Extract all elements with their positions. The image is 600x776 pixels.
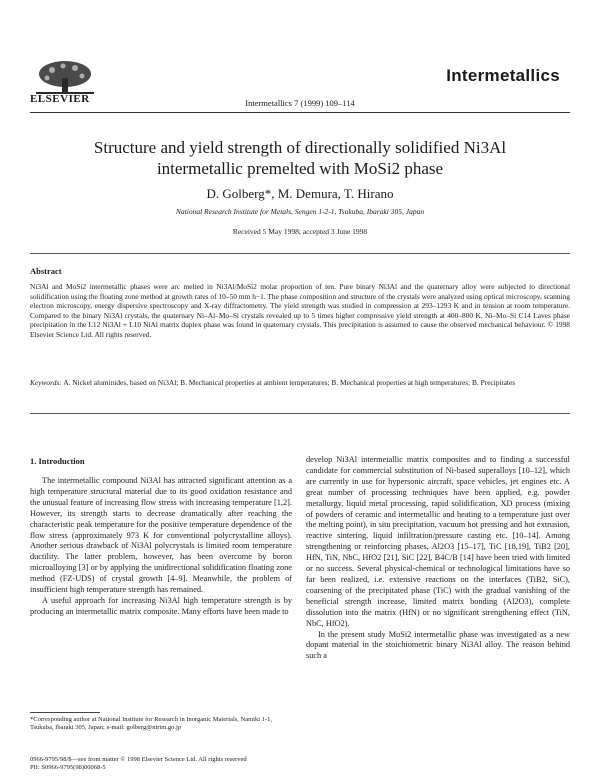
header-divider [30, 112, 570, 113]
keywords-text: A. Nickel aluminides, based on Ni3Al; B. Mechanical properties at ambient temperatures; B. Mechanical properties at high temperatures; B. Precipitates [61, 378, 516, 387]
paragraph: In the present study MoSi2 intermetallic phase was investigated as a new dopant material in the stoichiometric binary Ni3Al alloy. The reason behind such a [306, 629, 570, 661]
article-title [60, 137, 540, 179]
paragraph: develop Ni3Al intermetallic matrix composites and to finding a successful candidate for commercial substitution of Ni-based superalloys [10–12], which are currently in use for hypersonic aircraft, space vehicles, jet engines etc. A great number of processing techniques have been applied, e.g. powder metallurgy, liquid metal processing, rapid solidification, XD process (mixing of powders of ceramic and intermetallic and heating to a temperature just over the melting point), in situ precipitation, vacuum hot pressing and hot extrusion, reactive sintering, liquid infiltration/pressure casting etc. [10–14]. Among strengthening or reinforcing phases, Al2O3 [15–17], TiC [18,19], TiB2 [20], HfN, TiN, NbC, HfO2 [21], SiC [22], B4C/B [14] have been tried with limited or no success. Several physical-chemical or technological limitations have so far been realized, i.e. extensive reactions on the interfaces (TiB2, SiC), coarsening of the precipitated phase (TiC) with the gradual vanishing of the beneficial strength increase, limited matrix bonding (Al2O3), complete dissolution into the matrix (HfN) or no significant strengthening effect (TiN, NbC, HfO2). [306, 455, 570, 628]
footnote-divider [30, 712, 100, 713]
section-heading-introduction: 1. Introduction [30, 456, 85, 466]
title-line-2: intermetallic premelted with MoSi2 phase [156, 159, 444, 178]
citation-line: Intermetallics 7 (1999) 109–114 [245, 98, 355, 108]
abstract-text: Ni3Al and MoSi2 intermetallic phases were arc melted in Ni3Al/MoSi2 molar proportion of ten. Pure binary Ni3Al and the quaternary alloy were subjected to directional solidification using the floating zone method at growth rates of 10–50 mm h−1. The phase composition and structure of the crystals were analyzed using optical microscopy, scanning electron microscopy, energy dispersive spectroscopy and X-ray diffractometry. The yield strength was studied in compression at 293–1293 K and in tension at room temperature. Compared to the binary Ni3Al crystals, the quaternary Ni–Al–Mo–Si crystals revealed up to 5 times higher compressive yield strength at 400–800 K. Ni–Mo–Si C14 Laves phase precipitation in the L12 Ni3Al + L10 NiAl matrix duplex phase was found in quaternary crystals. This precipitation is assumed to cause the observed mechanical behaviour. © 1998 Elsevier Science Ltd. All rights reserved. [30, 282, 570, 339]
abstract-top-divider [30, 253, 570, 254]
left-column [30, 476, 292, 618]
right-column [306, 455, 570, 662]
abstract-bottom-divider [30, 413, 570, 414]
authors: D. Golberg*, M. Demura, T. Hirano [206, 186, 394, 201]
received-dates: Received 5 May 1998; accepted 3 June 1998 [232, 227, 368, 236]
publisher-name: ELSEVIER [30, 93, 90, 105]
corresponding-author-footnote: *Corresponding author at National Institute for Research in Inorganic Materials, Namiki 1-1, Tsukuba, Ibaraki 305, Japan; e-mail: golberg@nirim.go.jp [30, 716, 272, 732]
paragraph: A useful approach for increasing Ni3Al high temperature strength is by producing an intermetallic matrix composite. Many efforts have been made to [30, 595, 292, 616]
paragraph: The intermetallic compound Ni3Al has attracted significant attention as a high temperature structural material due to its good oxidation resistance and the unusual feature of increasing flow stress with increasing temperature [1,2]. However, its strength starts to decrease dramatically after reaching the characteristic peak temperature for the positive temperature dependence of the flow stress (approximately 973 K for conventional polycrystalline alloys). Another serious drawback of Ni3Al polycrystals is limited room temperature ductility. The latter problem, however, has been overcome by boron microalloying [3] or by applying the unidirectional solidification floating zone method (FZ-UDS) of crystal growth [4–9]. Meanwhile, the problem of insufficient high temperature strength has remained. [30, 476, 292, 595]
issn-line: 0966-9795/98/$—see front matter © 1998 Elsevier Science Ltd. All rights reserved [30, 756, 247, 763]
keywords [30, 378, 570, 388]
journal-name: Intermetallics [446, 66, 560, 85]
issn-block [30, 756, 247, 772]
pii-line: PII: S0966-9795(98)00068-5 [30, 764, 106, 771]
keywords-label: Keywords: [30, 378, 62, 387]
abstract-heading: Abstract [30, 266, 62, 276]
affiliation: National Research Institute for Metals, Sengen 1-2-1, Tsukuba, Ibaraki 305, Japan [175, 207, 425, 216]
title-line-1: Structure and yield strength of directionally solidified Ni3Al [93, 138, 507, 157]
